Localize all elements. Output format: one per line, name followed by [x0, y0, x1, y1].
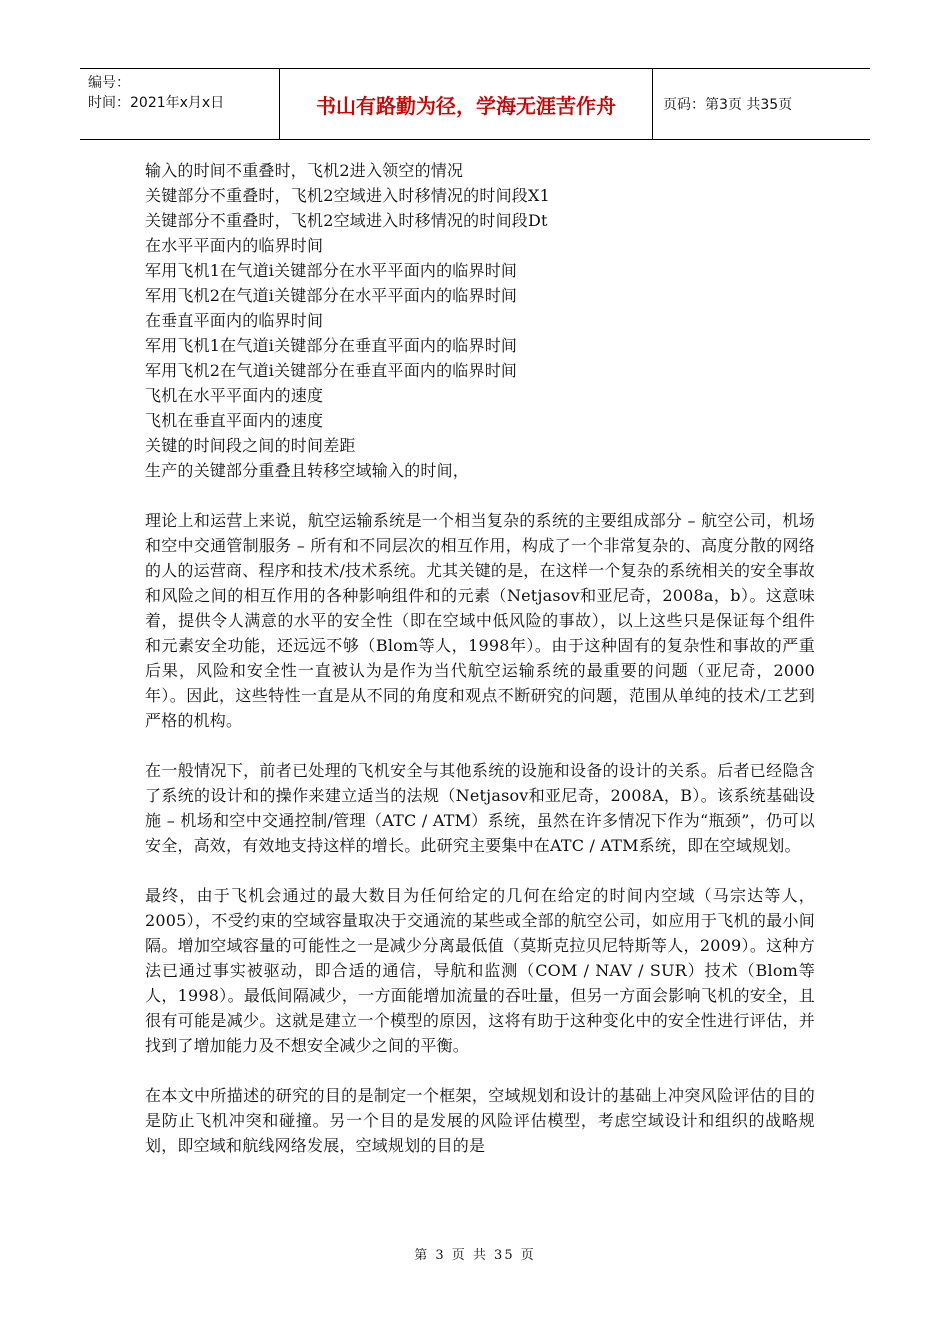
- header-page-info: 页码：第3页 共35页: [663, 97, 793, 113]
- list-item: 飞机在水平平面内的速度: [145, 386, 324, 405]
- list-item: 在垂直平面内的临界时间: [145, 311, 324, 330]
- list-item: 在水平平面内的临界时间: [145, 236, 324, 255]
- list-item: 飞机在垂直平面内的速度: [145, 411, 324, 430]
- list-item: 军用飞机1在气道i关键部分在水平平面内的临界时间: [145, 261, 518, 280]
- list-item: 军用飞机2在气道i关键部分在垂直平面内的临界时间: [145, 361, 518, 380]
- document-time-label: 时间：2021年x月x日: [88, 95, 225, 111]
- list-item: 军用飞机2在气道i关键部分在水平平面内的临界时间: [145, 286, 518, 305]
- header-motto: 书山有路勤为径，学海无涯苦作舟: [280, 69, 653, 139]
- definition-list: [145, 158, 815, 483]
- document-number-label: 编号：: [88, 75, 130, 91]
- list-item: 关键部分不重叠时，飞机2空域进入时移情况的时间段X1: [145, 186, 550, 205]
- page-header: [80, 68, 870, 140]
- list-item: 生产的关键部分重叠且转移空域输入的时间，: [145, 461, 470, 480]
- body-paragraph: 在本文中所描述的研究的目的是制定一个框架，空域规划和设计的基础上冲突风险评估的目的是防止飞机冲突和碰撞。另一个目的是发展的风险评估模型，考虑空域设计和组织的战略规划，即空域和航线网络发展，空域规划的目的是: [145, 1086, 815, 1155]
- list-item: 输入的时间不重叠时，飞机2进入领空的情况: [145, 161, 464, 180]
- document-body: [145, 158, 815, 1183]
- body-paragraph: 最终，由于飞机会通过的最大数目为任何给定的几何在给定的时间内空域（马宗达等人，2005），不受约束的空域容量取决于交通流的某些或全部的航空公司，如应用于飞机的最小间隔。增加空域容量的可能性之一是减少分离最低值（莫斯克拉贝尼特斯等人，2009）。这种方法已通过事实被驱动，即合适的通信，导航和监测（COM / NAV / SUR）技术（Blom等人，1998）。最低间隔减少，一方面能增加流量的吞吐量，但另一方面会影响飞机的安全，且很有可能是减少。这就是建立一个模型的原因，这将有助于这种变化中的安全性进行评估，并找到了增加能力及不想安全减少之间的平衡。: [145, 886, 815, 1055]
- body-paragraph: 理论上和运营上来说，航空运输系统是一个相当复杂的系统的主要组成部分 – 航空公司，机场和空中交通管制服务 – 所有和不同层次的相互作用，构成了一个非常复杂的、高度分散的网络的人的运营商、程序和技术/技术系统。尤其关键的是，在这样一个复杂的系统相关的安全事故和风险之间的相互作用的各种影响组件和的元素（Netjasov和亚尼奇，2008a，b）。这意味着，提供令人满意的水平的安全性（即在空域中低风险的事故），以上这些只是保证每个组件和元素安全功能，还远远不够（Blom等人，1998年）。由于这种固有的复杂性和事故的严重后果，风险和安全性一直被认为是作为当代航空运输系统的最重要的问题（亚尼奇，2000年）。因此，这些特性一直是从不同的角度和观点不断研究的问题，范围从单纯的技术/工艺到严格的机构。: [145, 511, 815, 730]
- list-item: 军用飞机1在气道i关键部分在垂直平面内的临界时间: [145, 336, 518, 355]
- header-meta: [80, 69, 280, 139]
- list-item: 关键部分不重叠时，飞机2空域进入时移情况的时间段Dt: [145, 211, 548, 230]
- body-paragraph: 在一般情况下，前者已处理的飞机安全与其他系统的设施和设备的设计的关系。后者已经隐含了系统的设计和的操作来建立适当的法规（Netjasov和亚尼奇，2008A，B）。该系统基础设施 – 机场和空中交通控制/管理（ATC / ATM）系统，虽然在许多情况下作为“瓶颈”，仍可以安全，高效，有效地支持这样的增长。此研究主要集中在ATC / ATM系统，即在空域规划。: [145, 761, 815, 855]
- list-item: 关键的时间段之间的时间差距: [145, 436, 356, 455]
- page-footer: 第 3 页 共 35 页: [414, 1248, 536, 1263]
